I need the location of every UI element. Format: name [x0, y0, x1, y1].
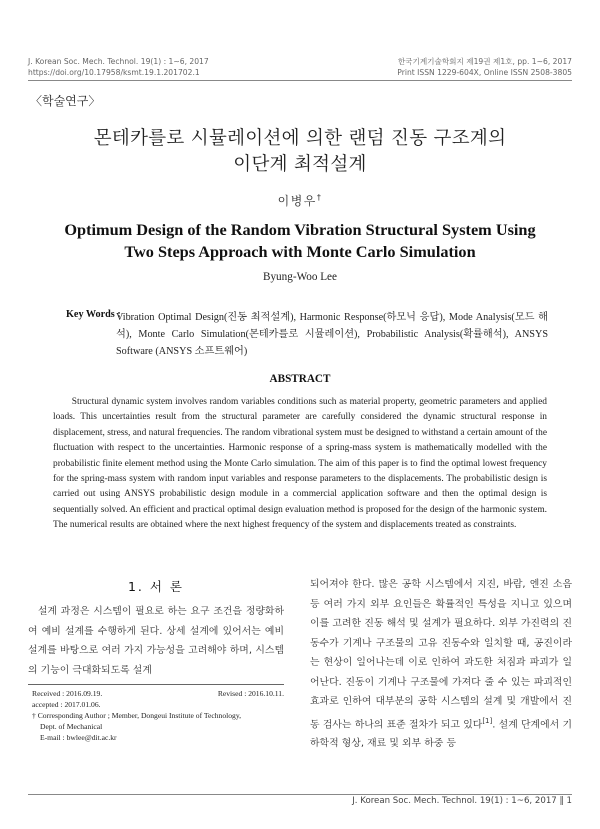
reference-citation[interactable]: [1]: [482, 716, 493, 725]
abstract-body: Structural dynamic system involves random variables conditions such as material property, geometric parameters and applied loads. This uncertainties result from the structural parameter are carefully considered the dynamic structural response in displacement, stress, and natural frequencies. The random vibrational system must be designed to withstand a certain amount of the fluctuation with respect to the uncertainties. Harmonic response of a spring-mass system is mathematically modelled with the probabilistic finite element method using the Monte Carlo simulation. The aim of this paper is to find the optimal lowest frequency for the spring-mass system with random input variables and response parameters to the displacements. The probabilistic design is carried out using ANSYS probabilistic design module in a commercial application software and then the optimal design is sequentially solved. An efficient and practical optimal design evaluation method is proposed for the design of the harmonic system. The numerical results are obtained where the next highest frequency of the system and displacements treated as constraints.: [53, 397, 547, 531]
footnote-dates: [32, 688, 284, 699]
author-korean-name: 이병우: [277, 194, 317, 208]
article-category: 〈학술연구〉: [30, 94, 101, 108]
intro-right-text-cont: . 설계 단계에서 기하학적 형상, 재료 및 외부 하중 등: [310, 718, 572, 750]
intro-right-text: 되어져야 한다. 많은 공학 시스템에서 지진, 바람, 엔진 소음 등 여러 가지 외부 요인들은 확률적인 특성을 지니고 있으며 이를 고려한 진동 해석 및 설계가 필요하다. 외부 가진력의 진동수가 기계나 구조물의 고유 진동수와 일치할 때, 공진이라는 현상이 일어나는데 이로 인하여 과도한 처짐과 파괴가 일어난다. 진동이 기계나 구조물에 가져다 줄 수 있는 파괴적인 효과로 인하여 대부분의 공학 시스템의 설계 및 개발에서 진동 검사는 하나의 표준 절차가 되고 있다: [310, 579, 572, 730]
author-email[interactable]: E-mail : bwlee@dit.ac.kr: [40, 733, 117, 742]
title-english-line1: Optimum Design of the Random Vibration Structural System Using: [64, 220, 536, 239]
author-department: Dept. of Mechanical: [40, 722, 103, 731]
footer-divider: [28, 794, 572, 795]
title-english-line2: Two Steps Approach with Monte Carlo Simulation: [124, 242, 476, 261]
intro-right-column: [310, 575, 572, 754]
doi-link[interactable]: https://doi.org/10.17958/ksmt.19.1.201702.1: [28, 68, 200, 77]
author-korean: [0, 192, 600, 209]
abstract-heading: ABSTRACT: [269, 373, 331, 385]
page-footer: J. Korean Soc. Mech. Technol. 19(1) : 1~6, 2017 ‖ 1: [352, 796, 572, 806]
accepted-date: accepted : 2017.01.06.: [32, 700, 101, 709]
keywords-text: Vibration Optimal Design(진동 최적설계), Harmonic Response(하모닉 응답), Mode Analysis(모드 해석), Monte Carlo Simulation(몬테카를로 시뮬레이션), Probabilistic Analysis(확률해석), ANSYS Software (ANSYS 소프트웨어): [116, 312, 548, 357]
revised-date: Revised : 2016.10.11.: [217, 689, 284, 698]
footnote: [32, 688, 284, 743]
journal-citation-ko: 한국기계기술학회지 제19권 제1호, pp. 1~6, 2017: [397, 57, 572, 66]
corresponding-mark: †: [316, 193, 323, 202]
footnote-divider: [28, 684, 284, 685]
issn: Print ISSN 1229-604X, Online ISSN 2508-3805: [397, 68, 572, 77]
journal-citation: J. Korean Soc. Mech. Technol. 19(1) : 1~6, 2017: [28, 57, 209, 66]
keywords-label: Key Words :: [66, 309, 121, 320]
header-divider: [28, 80, 572, 81]
running-header-left: [28, 56, 209, 78]
title-korean-line2: 이단계 최적설계: [233, 154, 367, 175]
section-title-introduction: 1. 서 론: [127, 579, 185, 594]
author-english: Byung-Woo Lee: [263, 271, 337, 283]
title-korean-line1: 몬테카를로 시뮬레이션에 의한 랜덤 진동 구조계의: [93, 128, 507, 149]
received-date: Received : 2016.09.19.: [32, 689, 103, 698]
intro-left-column: 설계 과정은 시스템이 필요로 하는 요구 조건을 정량화하여 예비 설계를 수행하게 된다. 상세 설계에 있어서는 예비 설계를 바탕으로 여러 가지 가능성을 고려해야 하며, 시스템의 기능이 극대화되도록 설계: [28, 606, 284, 676]
running-header-right: [397, 56, 572, 78]
corresponding-author: † Corresponding Author ; Member, Dongeui Institute of Technology,: [32, 711, 242, 720]
